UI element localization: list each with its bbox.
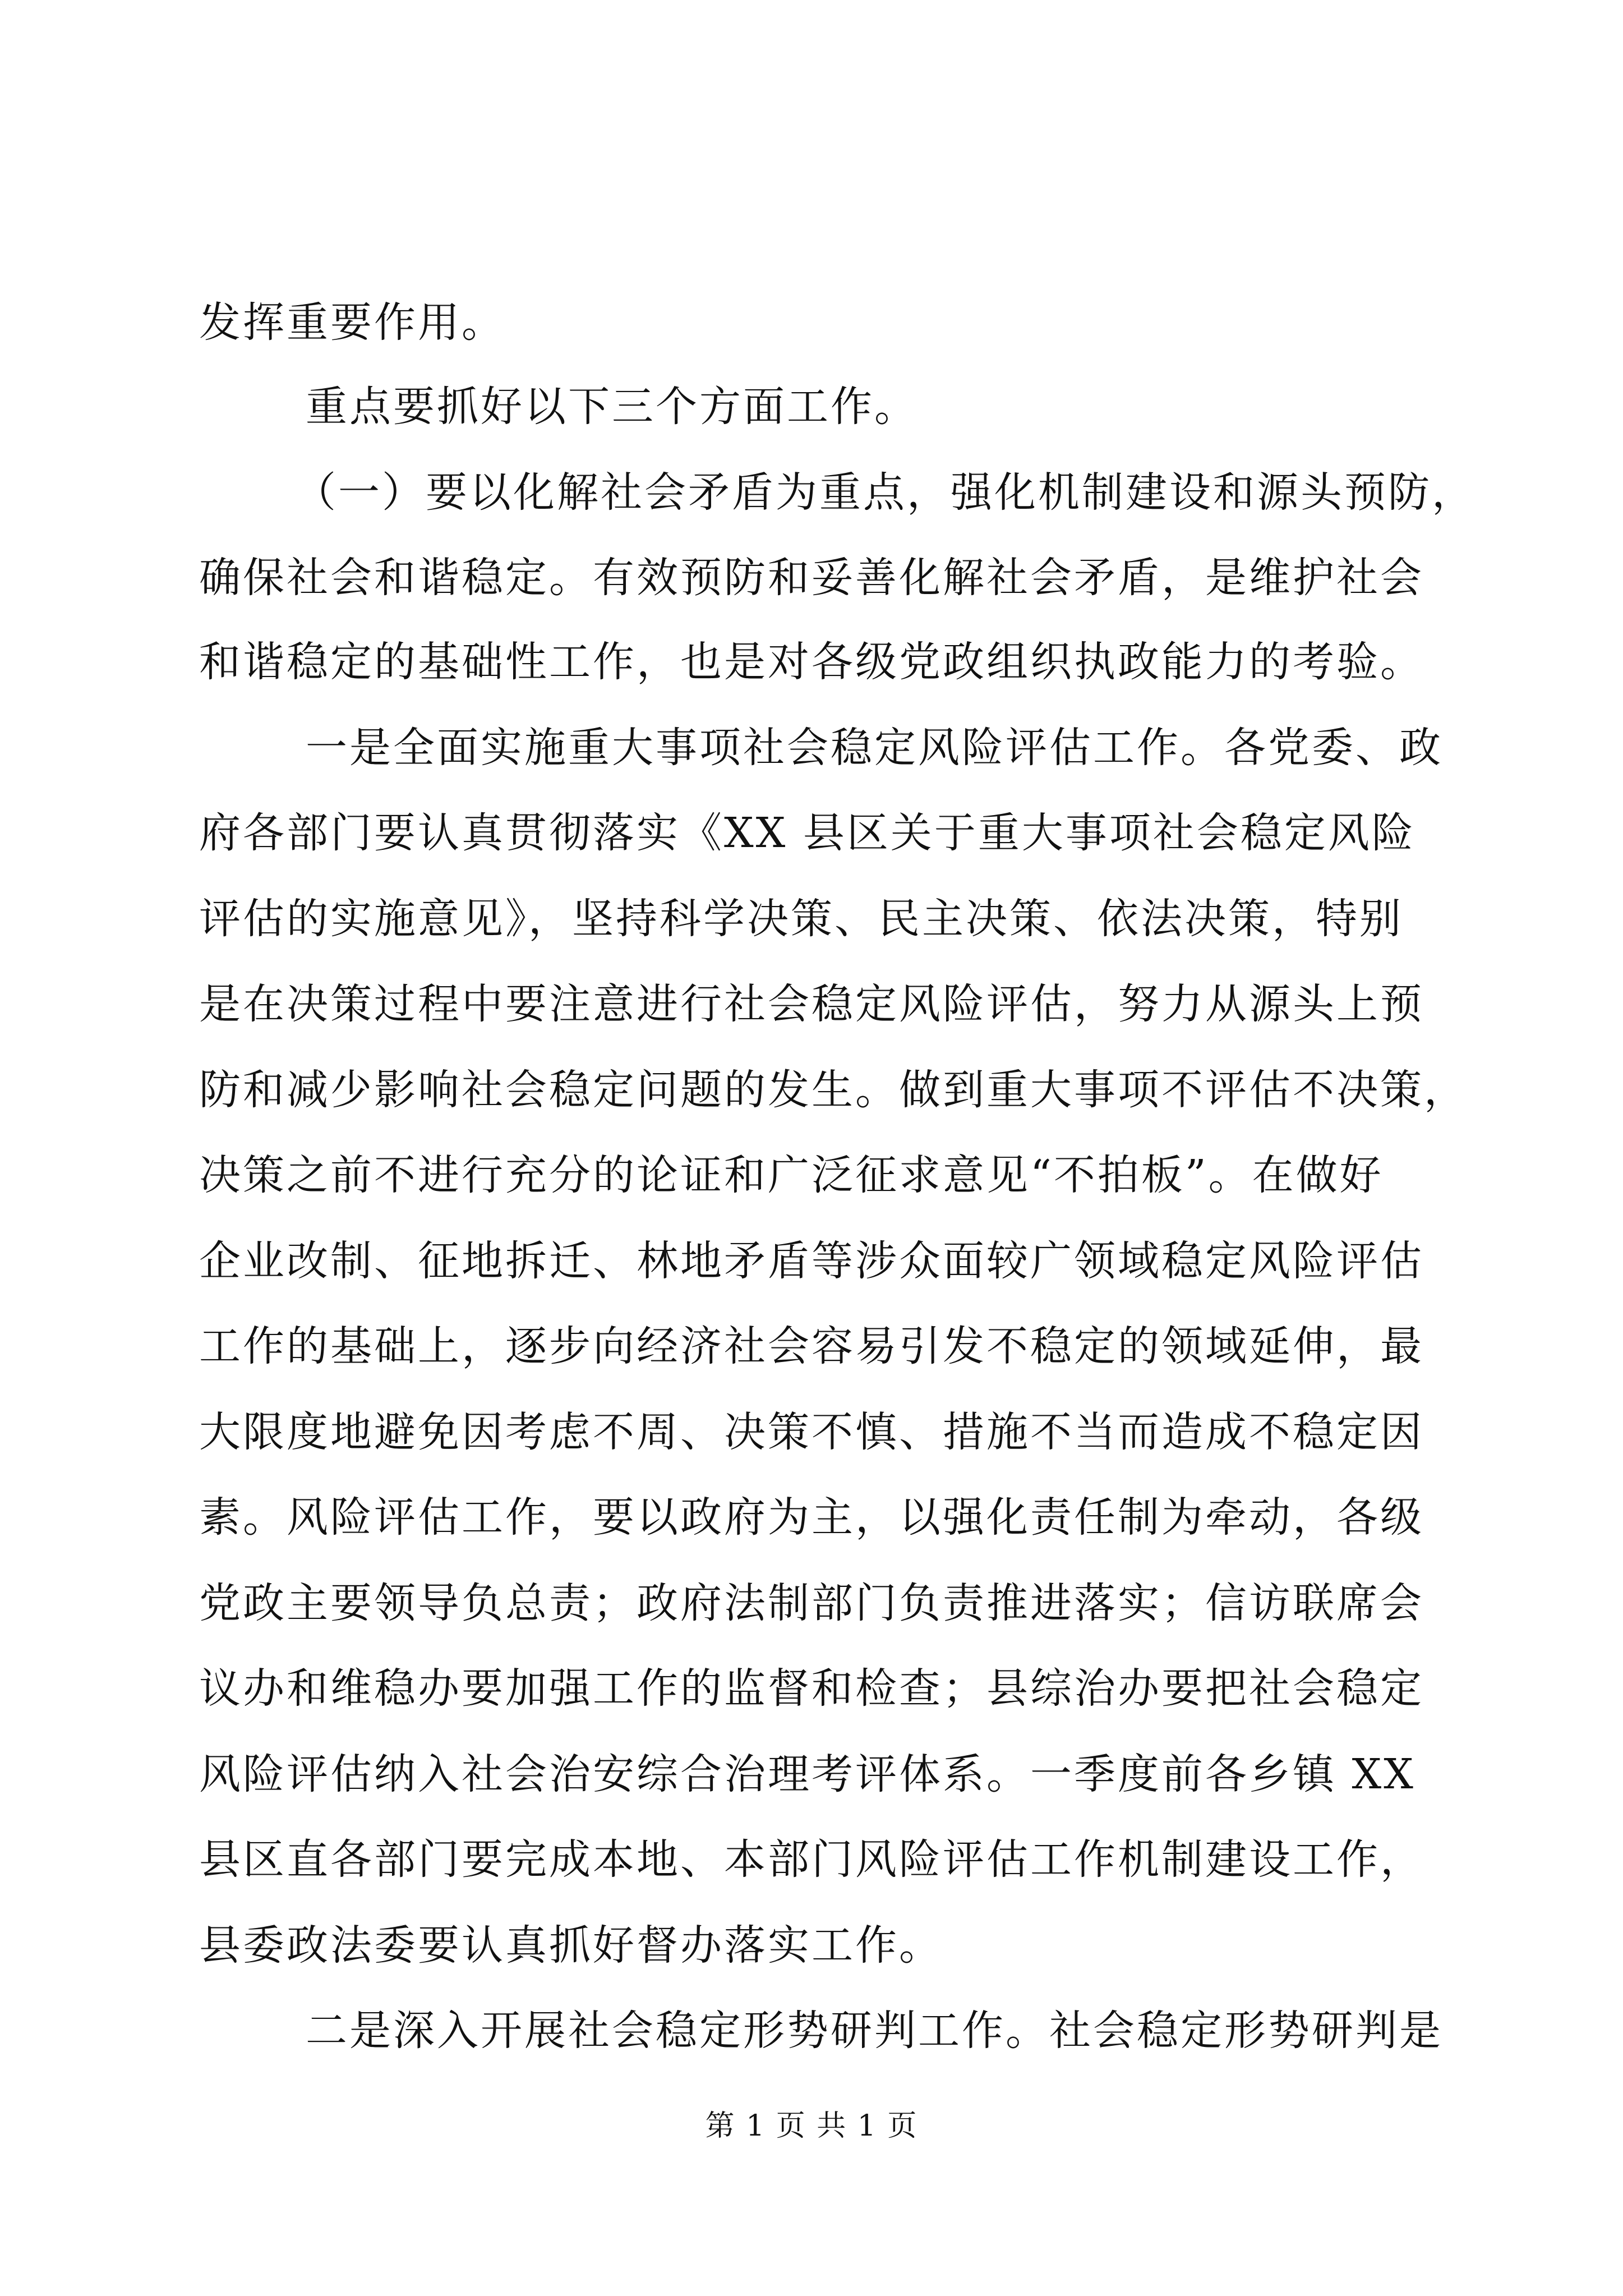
text-line: 发挥重要作用。: [199, 298, 505, 347]
text-line: 县委政法委要认真抓好督办落实工作。: [199, 1921, 943, 1970]
text-line: 确保社会和谐稳定。有效预防和妥善化解社会矛盾，是维护社会: [199, 554, 1424, 602]
text-line: 企业改制、征地拆迁、林地矛盾等涉众面较广领域稳定风险评估: [199, 1237, 1424, 1285]
text-line: 和谐稳定的基础性工作，也是对各级党政组织执政能力的考验。: [199, 638, 1424, 686]
text-line: 是在决策过程中要注意进行社会稳定风险评估，努力从源头上预: [199, 980, 1424, 1028]
text-line: 风险评估纳入社会治安综合治理考评体系。一季度前各乡镇 XX: [199, 1750, 1415, 1798]
text-line: 防和减少影响社会稳定问题的发生。做到重大事项不评估不决策，: [199, 1066, 1468, 1114]
text-line: 素。风险评估工作，要以政府为主，以强化责任制为牵动，各级: [199, 1493, 1424, 1542]
text-line: 重点要抓好以下三个方面工作。: [306, 383, 918, 431]
text-line: 一是全面实施重大事项社会稳定风险评估工作。各党委、政: [306, 724, 1443, 772]
text-line: 二是深入开展社会稳定形势研判工作。社会稳定形势研判是: [306, 2007, 1443, 2055]
text-line: 议办和维稳办要加强工作的监督和检查；县综治办要把社会稳定: [199, 1664, 1424, 1713]
text-line: （一）要以化解社会矛盾为重点，强化机制建设和源头预防，: [294, 468, 1476, 517]
text-line: 工作的基础上，逐步向经济社会容易引发不稳定的领域延伸，最: [199, 1322, 1424, 1370]
text-line: 县区直各部门要完成本地、本部门风险评估工作机制建设工作，: [199, 1835, 1424, 1884]
text-line: 府各部门要认真贯彻落实《XX 县区关于重大事项社会稳定风险: [199, 809, 1415, 857]
text-line: 大限度地避免因考虑不周、决策不慎、措施不当而造成不稳定因: [199, 1408, 1424, 1456]
text-line: 党政主要领导负总责；政府法制部门负责推进落实；信访联席会: [199, 1579, 1424, 1627]
text-line: 评估的实施意见》，坚持科学决策、民主决策、依法决策，特别: [199, 895, 1403, 943]
text-line: 决策之前不进行充分的论证和广泛征求意见“不拍板”。在做好: [199, 1151, 1384, 1199]
page-footer: 第 1 页 共 1 页: [705, 2109, 918, 2143]
